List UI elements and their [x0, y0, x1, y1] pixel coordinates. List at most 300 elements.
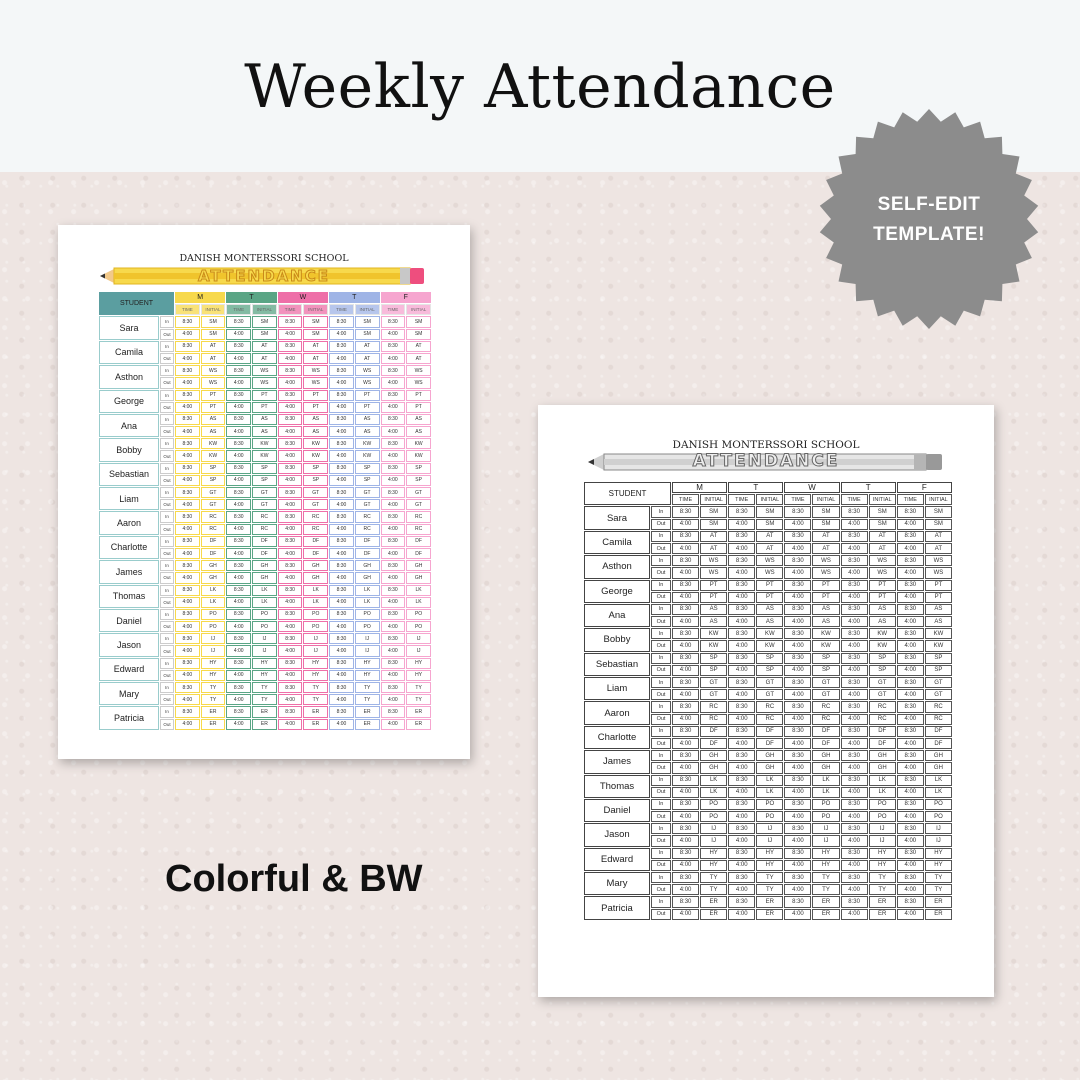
initial-cell[interactable]: AT: [869, 531, 896, 542]
student-name[interactable]: Aaron: [584, 701, 650, 724]
student-name[interactable]: Thomas: [584, 775, 650, 798]
initial-cell[interactable]: LK: [355, 585, 380, 596]
initial-cell[interactable]: GH: [355, 572, 380, 583]
time-cell[interactable]: 8:30: [897, 775, 924, 786]
time-cell[interactable]: 8:30: [841, 896, 868, 907]
initial-cell[interactable]: ER: [756, 909, 783, 920]
student-name[interactable]: Asthon: [99, 365, 159, 388]
initial-cell[interactable]: KW: [201, 450, 226, 461]
initial-cell[interactable]: ER: [252, 706, 277, 717]
initial-cell[interactable]: TY: [700, 884, 727, 895]
time-cell[interactable]: 8:30: [329, 706, 354, 717]
time-cell[interactable]: 4:00: [226, 694, 251, 705]
initial-cell[interactable]: DF: [812, 738, 839, 749]
initial-cell[interactable]: KW: [812, 640, 839, 651]
time-cell[interactable]: 8:30: [897, 628, 924, 639]
time-cell[interactable]: 4:00: [329, 524, 354, 535]
initial-cell[interactable]: DF: [925, 726, 952, 737]
time-cell[interactable]: 4:00: [226, 597, 251, 608]
initial-cell[interactable]: AT: [355, 353, 380, 364]
initial-cell[interactable]: IJ: [700, 835, 727, 846]
initial-cell[interactable]: GT: [406, 487, 431, 498]
initial-cell[interactable]: DF: [869, 738, 896, 749]
initial-cell[interactable]: AT: [756, 543, 783, 554]
time-cell[interactable]: 4:00: [278, 450, 303, 461]
initial-cell[interactable]: AS: [406, 426, 431, 437]
time-cell[interactable]: 4:00: [381, 475, 406, 486]
time-cell[interactable]: 8:30: [278, 414, 303, 425]
initial-cell[interactable]: WS: [869, 555, 896, 566]
time-cell[interactable]: 4:00: [175, 670, 200, 681]
time-cell[interactable]: 4:00: [784, 787, 811, 798]
initial-cell[interactable]: GH: [812, 750, 839, 761]
initial-cell[interactable]: KW: [869, 628, 896, 639]
initial-cell[interactable]: LK: [201, 585, 226, 596]
time-cell[interactable]: 4:00: [784, 860, 811, 871]
initial-cell[interactable]: ER: [869, 909, 896, 920]
initial-cell[interactable]: HY: [925, 848, 952, 859]
time-cell[interactable]: 4:00: [278, 499, 303, 510]
initial-cell[interactable]: PT: [869, 592, 896, 603]
time-cell[interactable]: 4:00: [381, 572, 406, 583]
time-cell[interactable]: 4:00: [381, 670, 406, 681]
time-cell[interactable]: 8:30: [175, 511, 200, 522]
time-cell[interactable]: 4:00: [897, 811, 924, 822]
initial-cell[interactable]: AS: [303, 426, 328, 437]
time-cell[interactable]: 4:00: [784, 909, 811, 920]
time-cell[interactable]: 4:00: [897, 616, 924, 627]
initial-cell[interactable]: AT: [812, 543, 839, 554]
time-cell[interactable]: 8:30: [226, 414, 251, 425]
initial-cell[interactable]: LK: [812, 775, 839, 786]
initial-cell[interactable]: ER: [406, 706, 431, 717]
initial-cell[interactable]: GT: [201, 487, 226, 498]
time-cell[interactable]: 4:00: [897, 860, 924, 871]
initial-cell[interactable]: SP: [869, 665, 896, 676]
time-cell[interactable]: 8:30: [672, 628, 699, 639]
time-cell[interactable]: 8:30: [728, 677, 755, 688]
time-cell[interactable]: 8:30: [381, 682, 406, 693]
time-cell[interactable]: 8:30: [381, 511, 406, 522]
time-cell[interactable]: 4:00: [175, 402, 200, 413]
time-cell[interactable]: 8:30: [226, 390, 251, 401]
initial-cell[interactable]: ER: [700, 909, 727, 920]
time-cell[interactable]: 8:30: [226, 585, 251, 596]
time-cell[interactable]: 4:00: [672, 689, 699, 700]
initial-cell[interactable]: PO: [869, 811, 896, 822]
time-cell[interactable]: 8:30: [226, 560, 251, 571]
initial-cell[interactable]: SM: [355, 329, 380, 340]
time-cell[interactable]: 4:00: [841, 909, 868, 920]
initial-cell[interactable]: WS: [812, 555, 839, 566]
initial-cell[interactable]: AT: [252, 341, 277, 352]
time-cell[interactable]: 4:00: [175, 572, 200, 583]
initial-cell[interactable]: SP: [252, 463, 277, 474]
initial-cell[interactable]: ER: [406, 719, 431, 730]
initial-cell[interactable]: IJ: [201, 633, 226, 644]
student-name[interactable]: Liam: [99, 487, 159, 510]
initial-cell[interactable]: TY: [869, 884, 896, 895]
initial-cell[interactable]: SP: [201, 463, 226, 474]
time-cell[interactable]: 8:30: [175, 706, 200, 717]
initial-cell[interactable]: DF: [303, 548, 328, 559]
initial-cell[interactable]: RC: [201, 524, 226, 535]
time-cell[interactable]: 4:00: [897, 738, 924, 749]
time-cell[interactable]: 4:00: [841, 592, 868, 603]
initial-cell[interactable]: ER: [303, 706, 328, 717]
time-cell[interactable]: 4:00: [381, 645, 406, 656]
time-cell[interactable]: 8:30: [175, 633, 200, 644]
time-cell[interactable]: 4:00: [381, 329, 406, 340]
time-cell[interactable]: 8:30: [897, 848, 924, 859]
time-cell[interactable]: 4:00: [381, 719, 406, 730]
time-cell[interactable]: 8:30: [672, 775, 699, 786]
initial-cell[interactable]: PT: [252, 390, 277, 401]
time-cell[interactable]: 8:30: [784, 653, 811, 664]
initial-cell[interactable]: IJ: [812, 823, 839, 834]
time-cell[interactable]: 4:00: [381, 524, 406, 535]
initial-cell[interactable]: RC: [201, 511, 226, 522]
initial-cell[interactable]: KW: [406, 438, 431, 449]
time-cell[interactable]: 8:30: [381, 609, 406, 620]
time-cell[interactable]: 4:00: [278, 402, 303, 413]
student-name[interactable]: Sebastian: [99, 463, 159, 486]
initial-cell[interactable]: PT: [201, 402, 226, 413]
initial-cell[interactable]: TY: [869, 872, 896, 883]
initial-cell[interactable]: SM: [406, 329, 431, 340]
initial-cell[interactable]: PO: [925, 799, 952, 810]
time-cell[interactable]: 4:00: [278, 524, 303, 535]
initial-cell[interactable]: GT: [700, 689, 727, 700]
time-cell[interactable]: 4:00: [278, 548, 303, 559]
time-cell[interactable]: 8:30: [175, 536, 200, 547]
time-cell[interactable]: 4:00: [329, 499, 354, 510]
time-cell[interactable]: 8:30: [672, 848, 699, 859]
time-cell[interactable]: 4:00: [728, 616, 755, 627]
initial-cell[interactable]: WS: [201, 377, 226, 388]
time-cell[interactable]: 4:00: [841, 787, 868, 798]
initial-cell[interactable]: PT: [252, 402, 277, 413]
time-cell[interactable]: 4:00: [226, 670, 251, 681]
time-cell[interactable]: 4:00: [728, 884, 755, 895]
initial-cell[interactable]: RC: [252, 524, 277, 535]
initial-cell[interactable]: RC: [700, 714, 727, 725]
time-cell[interactable]: 8:30: [278, 585, 303, 596]
time-cell[interactable]: 4:00: [278, 645, 303, 656]
initial-cell[interactable]: SM: [925, 519, 952, 530]
initial-cell[interactable]: SM: [756, 506, 783, 517]
time-cell[interactable]: 8:30: [784, 775, 811, 786]
student-name[interactable]: Edward: [584, 848, 650, 871]
initial-cell[interactable]: IJ: [355, 633, 380, 644]
time-cell[interactable]: 8:30: [278, 316, 303, 327]
time-cell[interactable]: 4:00: [175, 426, 200, 437]
student-name[interactable]: Bobby: [584, 628, 650, 651]
time-cell[interactable]: 8:30: [329, 463, 354, 474]
time-cell[interactable]: 4:00: [381, 450, 406, 461]
initial-cell[interactable]: SM: [925, 506, 952, 517]
initial-cell[interactable]: PT: [700, 580, 727, 591]
initial-cell[interactable]: RC: [700, 701, 727, 712]
initial-cell[interactable]: AT: [700, 531, 727, 542]
initial-cell[interactable]: KW: [756, 628, 783, 639]
time-cell[interactable]: 8:30: [841, 701, 868, 712]
time-cell[interactable]: 8:30: [728, 775, 755, 786]
initial-cell[interactable]: GH: [756, 762, 783, 773]
time-cell[interactable]: 4:00: [278, 597, 303, 608]
time-cell[interactable]: 8:30: [897, 653, 924, 664]
time-cell[interactable]: 8:30: [329, 682, 354, 693]
time-cell[interactable]: 8:30: [278, 487, 303, 498]
time-cell[interactable]: 4:00: [728, 640, 755, 651]
time-cell[interactable]: 4:00: [381, 426, 406, 437]
initial-cell[interactable]: AS: [756, 616, 783, 627]
initial-cell[interactable]: IJ: [252, 633, 277, 644]
initial-cell[interactable]: ER: [201, 719, 226, 730]
time-cell[interactable]: 8:30: [278, 633, 303, 644]
time-cell[interactable]: 8:30: [672, 604, 699, 615]
initial-cell[interactable]: SM: [303, 316, 328, 327]
initial-cell[interactable]: TY: [406, 682, 431, 693]
initial-cell[interactable]: GH: [756, 750, 783, 761]
initial-cell[interactable]: LK: [756, 787, 783, 798]
initial-cell[interactable]: LK: [303, 597, 328, 608]
initial-cell[interactable]: GT: [925, 677, 952, 688]
time-cell[interactable]: 8:30: [381, 706, 406, 717]
initial-cell[interactable]: DF: [201, 548, 226, 559]
initial-cell[interactable]: HY: [303, 670, 328, 681]
student-name[interactable]: Sara: [584, 506, 650, 529]
time-cell[interactable]: 4:00: [897, 787, 924, 798]
initial-cell[interactable]: WS: [925, 567, 952, 578]
initial-cell[interactable]: PT: [355, 402, 380, 413]
initial-cell[interactable]: PT: [869, 580, 896, 591]
initial-cell[interactable]: GH: [700, 762, 727, 773]
time-cell[interactable]: 4:00: [728, 835, 755, 846]
time-cell[interactable]: 4:00: [784, 738, 811, 749]
time-cell[interactable]: 4:00: [841, 738, 868, 749]
time-cell[interactable]: 8:30: [672, 799, 699, 810]
time-cell[interactable]: 8:30: [897, 580, 924, 591]
time-cell[interactable]: 8:30: [784, 506, 811, 517]
time-cell[interactable]: 8:30: [897, 506, 924, 517]
time-cell[interactable]: 8:30: [672, 580, 699, 591]
time-cell[interactable]: 4:00: [897, 884, 924, 895]
initial-cell[interactable]: SP: [355, 475, 380, 486]
initial-cell[interactable]: AT: [303, 341, 328, 352]
initial-cell[interactable]: SP: [406, 475, 431, 486]
initial-cell[interactable]: PT: [812, 580, 839, 591]
time-cell[interactable]: 8:30: [175, 341, 200, 352]
initial-cell[interactable]: PO: [700, 811, 727, 822]
time-cell[interactable]: 4:00: [329, 377, 354, 388]
initial-cell[interactable]: RC: [406, 524, 431, 535]
time-cell[interactable]: 8:30: [784, 677, 811, 688]
student-name[interactable]: Asthon: [584, 555, 650, 578]
time-cell[interactable]: 4:00: [841, 714, 868, 725]
initial-cell[interactable]: KW: [925, 640, 952, 651]
initial-cell[interactable]: RC: [756, 701, 783, 712]
time-cell[interactable]: 4:00: [278, 719, 303, 730]
initial-cell[interactable]: ER: [756, 896, 783, 907]
initial-cell[interactable]: GT: [869, 689, 896, 700]
initial-cell[interactable]: DF: [756, 726, 783, 737]
initial-cell[interactable]: HY: [252, 658, 277, 669]
time-cell[interactable]: 4:00: [672, 714, 699, 725]
initial-cell[interactable]: GT: [925, 689, 952, 700]
time-cell[interactable]: 4:00: [841, 860, 868, 871]
time-cell[interactable]: 8:30: [897, 531, 924, 542]
initial-cell[interactable]: AS: [406, 414, 431, 425]
time-cell[interactable]: 4:00: [728, 519, 755, 530]
initial-cell[interactable]: KW: [201, 438, 226, 449]
initial-cell[interactable]: GH: [925, 750, 952, 761]
initial-cell[interactable]: SM: [812, 519, 839, 530]
initial-cell[interactable]: DF: [925, 738, 952, 749]
time-cell[interactable]: 4:00: [381, 694, 406, 705]
time-cell[interactable]: 8:30: [841, 872, 868, 883]
initial-cell[interactable]: IJ: [812, 835, 839, 846]
initial-cell[interactable]: GT: [252, 487, 277, 498]
initial-cell[interactable]: AS: [303, 414, 328, 425]
time-cell[interactable]: 8:30: [728, 848, 755, 859]
time-cell[interactable]: 8:30: [381, 438, 406, 449]
time-cell[interactable]: 4:00: [329, 426, 354, 437]
initial-cell[interactable]: KW: [303, 450, 328, 461]
time-cell[interactable]: 4:00: [381, 377, 406, 388]
time-cell[interactable]: 8:30: [728, 628, 755, 639]
time-cell[interactable]: 8:30: [226, 536, 251, 547]
initial-cell[interactable]: LK: [756, 775, 783, 786]
time-cell[interactable]: 8:30: [728, 872, 755, 883]
initial-cell[interactable]: LK: [252, 597, 277, 608]
time-cell[interactable]: 4:00: [226, 572, 251, 583]
initial-cell[interactable]: KW: [812, 628, 839, 639]
time-cell[interactable]: 8:30: [672, 701, 699, 712]
initial-cell[interactable]: DF: [812, 726, 839, 737]
initial-cell[interactable]: GT: [303, 487, 328, 498]
initial-cell[interactable]: GT: [201, 499, 226, 510]
student-name[interactable]: George: [584, 580, 650, 603]
initial-cell[interactable]: WS: [252, 365, 277, 376]
initial-cell[interactable]: RC: [925, 701, 952, 712]
initial-cell[interactable]: PT: [303, 390, 328, 401]
time-cell[interactable]: 8:30: [672, 872, 699, 883]
time-cell[interactable]: 4:00: [175, 621, 200, 632]
initial-cell[interactable]: TY: [756, 884, 783, 895]
initial-cell[interactable]: GH: [869, 762, 896, 773]
initial-cell[interactable]: PO: [252, 609, 277, 620]
time-cell[interactable]: 4:00: [841, 811, 868, 822]
initial-cell[interactable]: SM: [700, 506, 727, 517]
time-cell[interactable]: 4:00: [897, 519, 924, 530]
student-name[interactable]: Charlotte: [584, 726, 650, 749]
initial-cell[interactable]: SM: [355, 316, 380, 327]
time-cell[interactable]: 8:30: [329, 438, 354, 449]
initial-cell[interactable]: SM: [869, 506, 896, 517]
initial-cell[interactable]: RC: [303, 524, 328, 535]
initial-cell[interactable]: RC: [869, 701, 896, 712]
initial-cell[interactable]: RC: [812, 714, 839, 725]
time-cell[interactable]: 4:00: [381, 402, 406, 413]
initial-cell[interactable]: AS: [201, 414, 226, 425]
time-cell[interactable]: 4:00: [175, 645, 200, 656]
time-cell[interactable]: 4:00: [672, 543, 699, 554]
time-cell[interactable]: 8:30: [329, 414, 354, 425]
student-name[interactable]: Patricia: [584, 896, 650, 919]
initial-cell[interactable]: ER: [355, 706, 380, 717]
initial-cell[interactable]: SM: [201, 329, 226, 340]
time-cell[interactable]: 4:00: [329, 645, 354, 656]
time-cell[interactable]: 4:00: [784, 811, 811, 822]
time-cell[interactable]: 8:30: [897, 701, 924, 712]
initial-cell[interactable]: PO: [406, 609, 431, 620]
time-cell[interactable]: 4:00: [672, 519, 699, 530]
student-name[interactable]: Ana: [584, 604, 650, 627]
time-cell[interactable]: 8:30: [226, 682, 251, 693]
time-cell[interactable]: 8:30: [381, 390, 406, 401]
time-cell[interactable]: 4:00: [672, 811, 699, 822]
initial-cell[interactable]: AS: [355, 414, 380, 425]
time-cell[interactable]: 4:00: [175, 597, 200, 608]
time-cell[interactable]: 4:00: [226, 426, 251, 437]
initial-cell[interactable]: SM: [201, 316, 226, 327]
initial-cell[interactable]: TY: [303, 694, 328, 705]
student-name[interactable]: Aaron: [99, 511, 159, 534]
initial-cell[interactable]: HY: [869, 848, 896, 859]
initial-cell[interactable]: HY: [406, 670, 431, 681]
initial-cell[interactable]: AT: [406, 341, 431, 352]
initial-cell[interactable]: TY: [252, 682, 277, 693]
time-cell[interactable]: 4:00: [728, 787, 755, 798]
time-cell[interactable]: 4:00: [841, 762, 868, 773]
initial-cell[interactable]: DF: [406, 536, 431, 547]
initial-cell[interactable]: ER: [869, 896, 896, 907]
initial-cell[interactable]: GH: [303, 560, 328, 571]
initial-cell[interactable]: GT: [252, 499, 277, 510]
time-cell[interactable]: 8:30: [672, 750, 699, 761]
time-cell[interactable]: 8:30: [226, 609, 251, 620]
initial-cell[interactable]: HY: [756, 848, 783, 859]
time-cell[interactable]: 8:30: [897, 726, 924, 737]
time-cell[interactable]: 8:30: [226, 365, 251, 376]
time-cell[interactable]: 8:30: [897, 872, 924, 883]
initial-cell[interactable]: IJ: [756, 823, 783, 834]
time-cell[interactable]: 4:00: [226, 353, 251, 364]
initial-cell[interactable]: GH: [201, 572, 226, 583]
student-name[interactable]: George: [99, 390, 159, 413]
time-cell[interactable]: 4:00: [381, 548, 406, 559]
initial-cell[interactable]: DF: [355, 548, 380, 559]
time-cell[interactable]: 8:30: [278, 560, 303, 571]
time-cell[interactable]: 8:30: [175, 316, 200, 327]
initial-cell[interactable]: WS: [252, 377, 277, 388]
time-cell[interactable]: 4:00: [175, 719, 200, 730]
time-cell[interactable]: 4:00: [329, 548, 354, 559]
initial-cell[interactable]: DF: [700, 726, 727, 737]
time-cell[interactable]: 8:30: [672, 506, 699, 517]
initial-cell[interactable]: RC: [812, 701, 839, 712]
time-cell[interactable]: 4:00: [897, 835, 924, 846]
initial-cell[interactable]: TY: [303, 682, 328, 693]
initial-cell[interactable]: AT: [303, 353, 328, 364]
initial-cell[interactable]: AT: [925, 531, 952, 542]
initial-cell[interactable]: KW: [252, 438, 277, 449]
time-cell[interactable]: 8:30: [175, 585, 200, 596]
initial-cell[interactable]: AT: [700, 543, 727, 554]
time-cell[interactable]: 4:00: [784, 519, 811, 530]
time-cell[interactable]: 8:30: [784, 531, 811, 542]
